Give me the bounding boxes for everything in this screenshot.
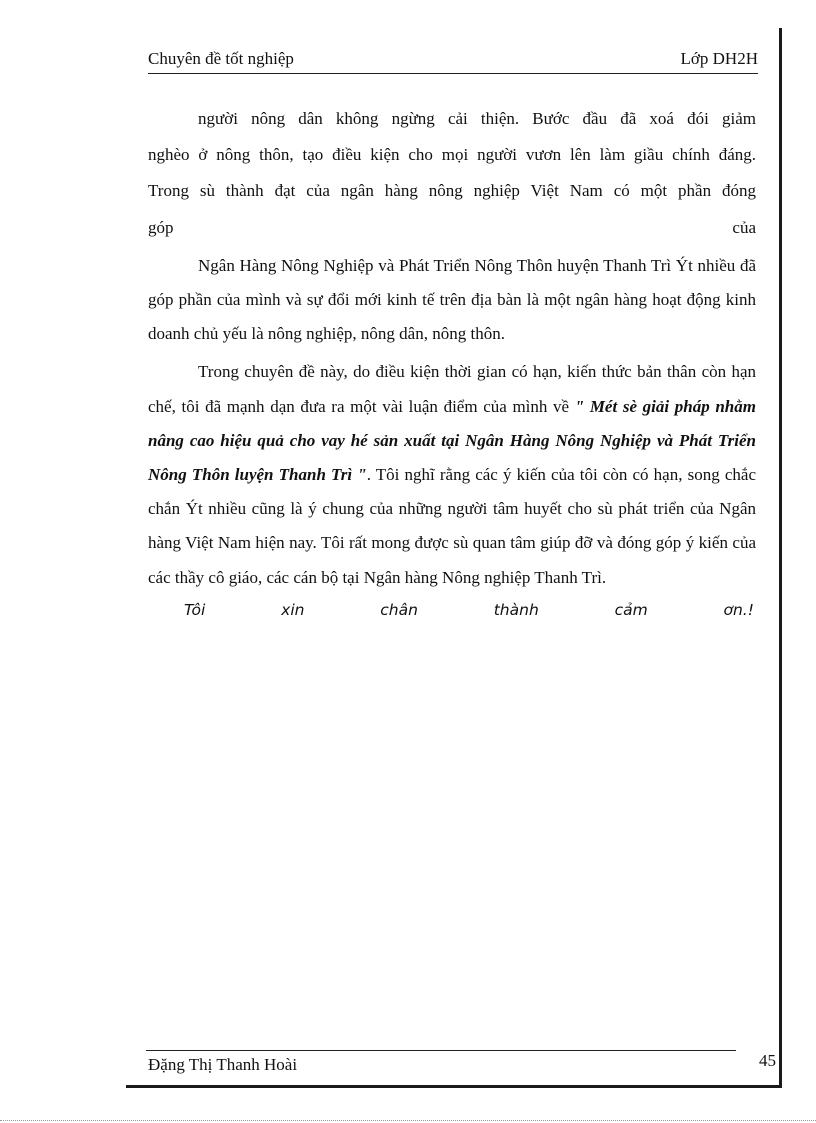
closing-word-4: thành (493, 600, 539, 619)
paragraph-1-line-1: người nông dân không ngừng cải thiện. Bước đầu đã xoá đói giảm (198, 109, 756, 128)
closing-word-3: chân (380, 600, 418, 619)
page-number: 45 (759, 1051, 776, 1070)
closing-word-5: cảm (614, 600, 648, 619)
closing-word-1: Tôi (184, 600, 206, 619)
page-edge-dots (0, 1120, 816, 1121)
paragraph-1-line-2: nghèo ở nông thôn, tạo điều kiện cho mọi người vươn lên làm giầu chính đáng. (148, 145, 756, 165)
header-class: Lớp DH2H (680, 49, 758, 68)
header-title: Chuyên đề tốt nghiệp (148, 49, 294, 68)
closing-word-6: ơn.! (723, 600, 754, 619)
paragraph-1-line-4 (148, 211, 756, 245)
closing-line (148, 593, 756, 627)
word-cua: của (732, 217, 756, 237)
footer-rule (146, 1050, 736, 1051)
paragraph-3-text-a: Trong chuyên đề này, do điều kiện thời gian có hạn, kiến thức bản thân còn hạn chế, tôi đã mạnh dạn đưa ra một vài luận điểm của mình về (148, 362, 756, 416)
paragraph-1-line-3: Trong sù thành đạt của ngân hàng nông nghiệp Việt Nam có một phần đóng (148, 181, 756, 201)
paragraph-3-emphasis: " Mét sè giải pháp nhằm nâng cao hiệu quả cho vay hé sản xuất tại Ngân Hàng Nông Nghiệp và Phát Triển Nông Thôn luyện Thanh Trì " (148, 396, 756, 485)
closing-word-2: xin (281, 600, 305, 619)
paragraph-2: Ngân Hàng Nông Nghiệp và Phát Triển Nông Thôn huyện Thanh Trì Ýt nhiều đã góp phần của mình và sự đổi mới kinh tế trên địa bàn là một ngân hàng hoạt động kinh doanh chủ yếu là nông nghiệp, nông dân, nông thôn. (148, 255, 756, 344)
body-text (148, 102, 756, 627)
page-header (148, 49, 758, 74)
word-gop: góp (148, 217, 174, 237)
paragraph-3-text-b: . Tôi nghĩ rằng các ý kiến của tôi còn có hạn, song chắc chắn Ýt nhiều cũng là ý chung của những người tâm huyết cho sù phát triển của Ngân hàng Việt Nam hiện nay. Tôi rất mong được sù quan tâm giúp đỡ và đóng góp ý kiến của các thầy cô giáo, các cán bộ tại Ngân hàng Nông nghiệp Thanh Trì. (148, 465, 757, 587)
footer-author: Đặng Thị Thanh Hoài (148, 1055, 298, 1074)
paragraph-3 (148, 355, 756, 594)
